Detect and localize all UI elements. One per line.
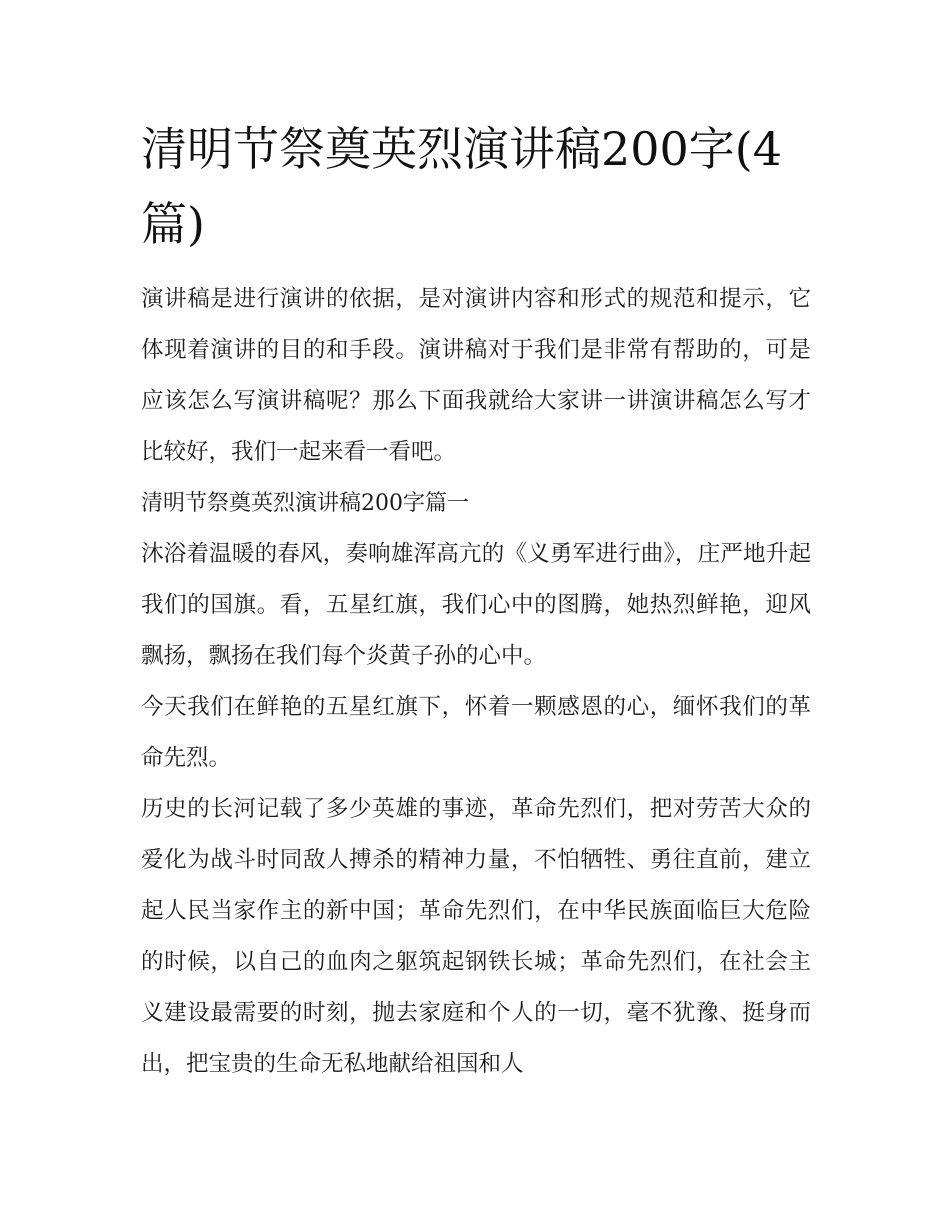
title-block	[141, 112, 811, 262]
document-body	[141, 112, 811, 1090]
body-paragraph-3: 历史的长河记载了多少英雄的事迹，革命先烈们，把对劳苦大众的爱化为战斗时同敌人搏杀的精神力量，不怕牺牲、勇往直前，建立起人民当家作主的新中国；革命先烈们，在中华民族面临巨大危险的时候，以自己的血肉之躯筑起钢铁长城；革命先烈们，在社会主义建设最需要的时刻，抛去家庭和个人的一切，毫不犹豫、挺身而出，把宝贵的生命无私地献给祖国和人	[141, 796, 811, 1077]
body-paragraph-1: 沐浴着温暖的春风，奏响雄浑高亢的《义勇军进行曲》，庄严地升起我们的国旗。看，五星红旗，我们心中的图腾，她热烈鲜艳，迎风飘扬，飘扬在我们每个炎黄子孙的心中。	[141, 541, 811, 669]
section-heading: 清明节祭奠英烈演讲稿200字篇一	[141, 491, 469, 516]
intro-paragraph: 演讲稿是进行演讲的依据，是对演讲内容和形式的规范和提示，它体现着演讲的目的和手段。演讲稿对于我们是非常有帮助的，可是应该怎么写演讲稿呢？那么下面我就给大家讲一讲演讲稿怎么写才比较好，我们一起来看一看吧。	[141, 286, 811, 465]
page-title: 清明节祭奠英烈演讲稿200字(4篇)	[141, 122, 783, 251]
body-paragraph-2: 今天我们在鲜艳的五星红旗下，怀着一颗感恩的心，缅怀我们的革命先烈。	[141, 694, 811, 771]
